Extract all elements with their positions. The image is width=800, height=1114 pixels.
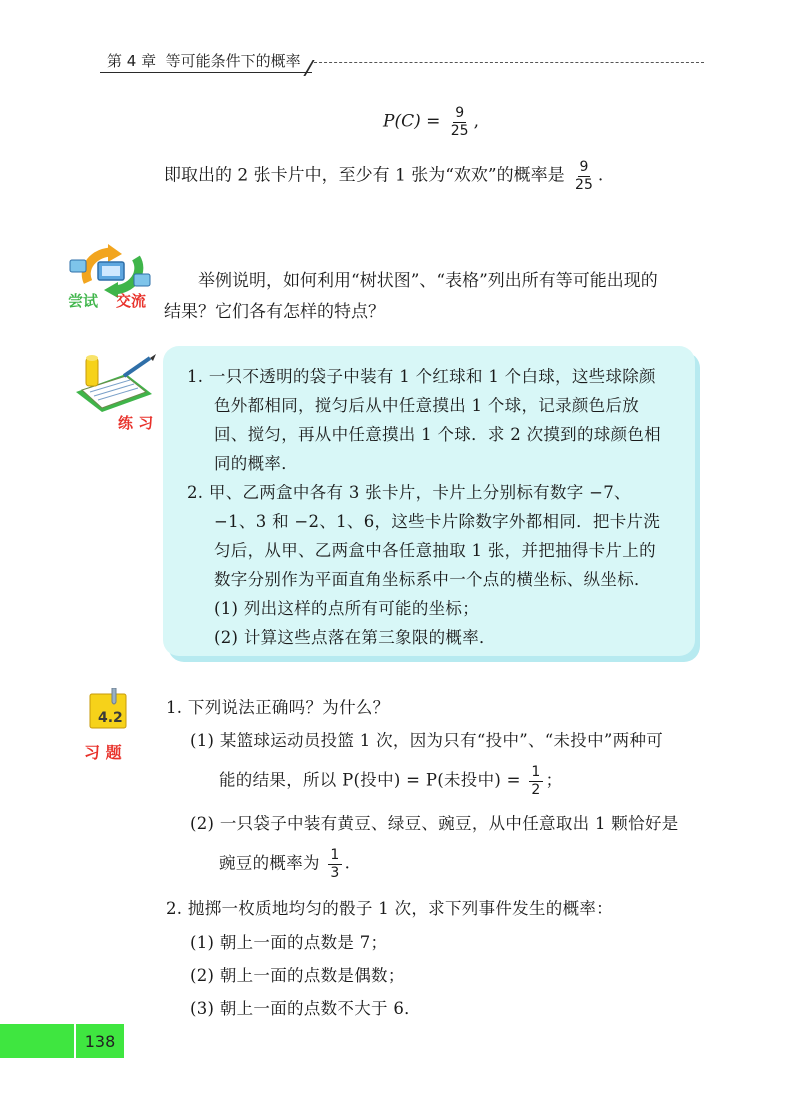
- chapter-title: 等可能条件下的概率: [165, 52, 301, 70]
- formula-denominator: 25: [450, 122, 469, 139]
- formula-fraction: [449, 106, 471, 138]
- practice-line-6: −1、3 和 −2、1、6，这些卡片除数字外都相同．把卡片洗: [214, 512, 661, 531]
- discussion-line-2: 结果？它们各有怎样的特点？: [164, 302, 385, 322]
- exercise-1a-tail: ；: [545, 770, 563, 790]
- formula-tail: ,: [473, 111, 479, 132]
- notebook-pencil-icon: [68, 352, 158, 414]
- conclusion-fraction: [573, 160, 595, 192]
- exercise-1b-fraction: [328, 848, 341, 880]
- practice-line-10: (2) 计算这些点落在第三象限的概率．: [214, 628, 496, 647]
- exercise-1a-denominator: 2: [531, 781, 541, 798]
- discussion-label-right: 交流: [116, 292, 147, 310]
- exercise-1b-denominator: 3: [330, 864, 340, 881]
- conclusion-line: [164, 160, 603, 192]
- practice-line-7: 匀后，从甲、乙两盒中各任意抽取 1 张，并把抽得卡片上的: [214, 541, 656, 560]
- conclusion-tail: .: [597, 165, 604, 186]
- practice-line-2: 色外都相同，搅匀后从中任意摸出 1 个球，记录颜色后放: [214, 396, 640, 415]
- exercise-1b-numerator: 1: [330, 847, 340, 863]
- exercise-2-item-3: (3) 朝上一面的点数不大于 6．: [190, 999, 421, 1018]
- discussion-label-left: 尝试: [68, 292, 99, 310]
- practice-line-5: 2. 甲、乙两盒中各有 3 张卡片，卡片上分别标有数字 −7、: [187, 483, 631, 502]
- exercises-number: 4.2: [98, 710, 123, 726]
- exercise-2-item-2: (2) 朝上一面的点数是偶数；: [190, 966, 405, 985]
- practice-line-4: 同的概率．: [214, 454, 298, 473]
- practice-label: 练 习: [118, 414, 154, 432]
- conclusion-denominator: 25: [575, 176, 593, 193]
- exercise-1a-numerator: 1: [531, 764, 541, 780]
- conclusion-text: 即取出的 2 张卡片中，至少有 1 张为“欢欢”的概率是: [164, 165, 565, 186]
- chapter-header: [107, 50, 301, 71]
- discussion-icon: [68, 240, 158, 315]
- exercise-1b-text: 豌豆的概率为: [219, 853, 320, 873]
- practice-line-1: 1. 一只不透明的袋子中装有 1 个红球和 1 个白球，这些球除颜: [187, 367, 656, 386]
- exercise-1b-line-2: [219, 848, 350, 880]
- exercise-1a-text: 能的结果，所以 P(投中) = P(未投中) =: [219, 770, 521, 790]
- exercise-1a-line-2: [219, 765, 562, 797]
- formula-pc: [383, 106, 479, 138]
- exercises-label: 习 题: [84, 743, 122, 762]
- header-dashed-rule: [314, 62, 704, 63]
- formula-numerator: 9: [455, 105, 465, 121]
- practice-icon: [68, 352, 158, 432]
- exercise-1a-fraction: [529, 765, 542, 797]
- exercise-1-title: 1. 下列说法正确吗？为什么？: [166, 698, 390, 717]
- page-number: 138: [74, 1024, 124, 1058]
- practice-line-8: 数字分别作为平面直角坐标系中一个点的横坐标、纵坐标．: [214, 570, 651, 589]
- header-underline: [100, 72, 312, 73]
- conclusion-numerator: 9: [579, 159, 589, 175]
- practice-line-3: 回、搅匀，再从中任意摸出 1 个球．求 2 次摸到的球颜色相: [214, 425, 661, 444]
- discussion-line-1: 举例说明，如何利用“树状图”、“表格”列出所有等可能出现的: [198, 271, 658, 291]
- formula-lhs: P(C) =: [383, 111, 441, 132]
- exercise-2-item-1: (1) 朝上一面的点数是 7；: [190, 933, 388, 952]
- chapter-number: 第 4 章: [107, 52, 157, 70]
- exercises-icon: [82, 688, 138, 768]
- discussion-label: [68, 290, 146, 311]
- header-slash: [303, 60, 314, 76]
- practice-line-9: (1) 列出这样的点所有可能的坐标；: [214, 599, 480, 618]
- exercise-1a-line-1: (1) 某篮球运动员投篮 1 次，因为只有“投中”、“未投中”两种可: [190, 731, 664, 750]
- page-tab: [0, 1024, 74, 1058]
- exercise-1b-tail: .: [344, 853, 351, 873]
- exercise-1b-line-1: (2) 一只袋子中装有黄豆、绿豆、豌豆，从中任意取出 1 颗恰好是: [190, 814, 679, 833]
- exercise-2-title: 2. 抛掷一枚质地均匀的骰子 1 次，求下列事件发生的概率：: [166, 899, 613, 918]
